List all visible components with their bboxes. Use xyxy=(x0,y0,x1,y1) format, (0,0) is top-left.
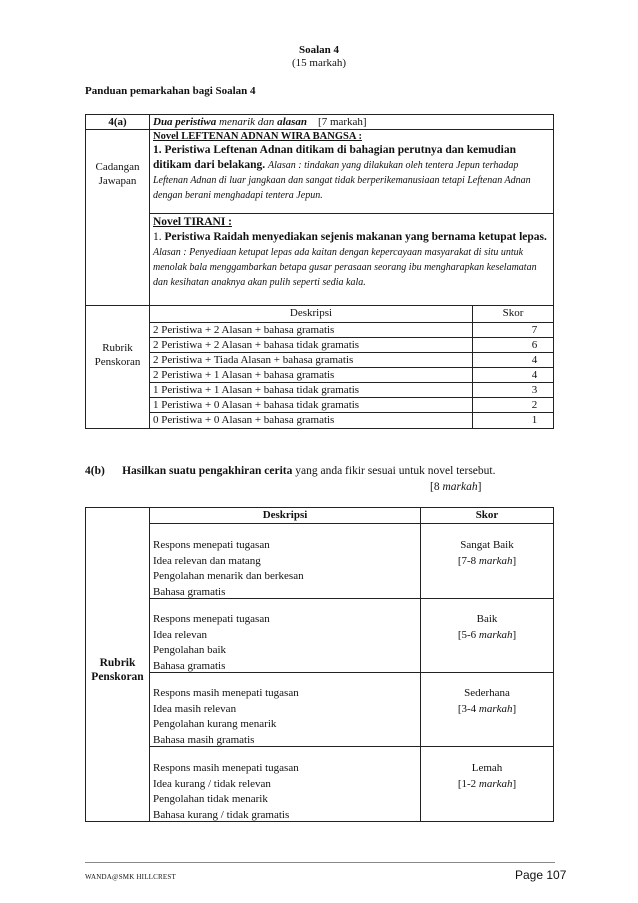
table-row-score: 4 xyxy=(531,354,538,366)
table-row: 1 Peristiwa + 0 Alasan + bahasa tidak gramatis xyxy=(153,399,360,411)
answer-label: Cadangan Jawapan xyxy=(95,161,140,187)
footer-divider xyxy=(85,862,555,863)
novel1-point: 1. Peristiwa Leftenan Adnan ditikam di bahagian perutnya dan kemudian ditikam dari belakang. Alasan : tindakan yang dilakukan oleh tentera Jepun terhadap Leftenan Adnan di luar jangkaan dan sangat tidak berperikemanusiaan tetapi Leftenan Adnan dengan berani menghadapi tentera Jepun. xyxy=(153,144,531,201)
band-sangat-baik: Respons menepati tugasan Idea relevan dan matang Pengolahan menarik dan berkesan Bahasa gramatis xyxy=(153,539,304,598)
novel2-title: Novel TIRANI : xyxy=(153,216,233,228)
rubric-header-desc: Deskripsi xyxy=(289,307,333,319)
q4a-number: 4(a) xyxy=(108,116,127,128)
table-row: 2 Peristiwa + 2 Alasan + bahasa tidak gramatis xyxy=(153,339,360,351)
band-score: Sederhana [3-4 markah] xyxy=(457,687,517,715)
rubric-header-score: Skor xyxy=(502,307,524,319)
page-number: Page 107 xyxy=(515,868,567,882)
band-lemah: Respons masih menepati tugasan Idea kurang / tidak relevan Pengolahan tidak menarik Bahasa kurang / tidak gramatis xyxy=(153,762,299,821)
table-row-score: 7 xyxy=(531,324,538,336)
table-row-score: 3 xyxy=(531,384,538,396)
q4a-question: Dua peristiwa menarik dan alasan [7 markah] xyxy=(153,116,367,128)
rubric-header-desc-4b: Deskripsi xyxy=(262,509,308,521)
table-row-score: 4 xyxy=(531,369,538,381)
novel2-point: 1. Peristiwa Raidah menyediakan sejenis makanan yang bernama ketupat lepas. Alasan : Penyediaan ketupat lepas ada kaitan dengan kepercayaan masyarakat di situ untuk menolak bala menggambarkan betapa gusar perasaan seorang ibu mengharapkan keselamatan dan kesihatan anaknya akan pulih seperti sedia kala. xyxy=(153,231,547,288)
band-sederhana: Respons masih menepati tugasan Idea masih relevan Pengolahan kurang menarik Bahasa masih gramatis xyxy=(153,687,299,746)
table-row-score: 1 xyxy=(531,414,538,426)
band-score: Lemah [1-2 markah] xyxy=(457,762,517,790)
rubric-header-score-4b: Skor xyxy=(475,509,499,521)
page-subtitle: (15 markah) xyxy=(291,57,347,69)
footer-left: WANDA@SMK HILLCREST xyxy=(85,873,176,881)
novel1-title: Novel LEFTENAN ADNAN WIRA BANGSA : xyxy=(153,131,362,142)
novel1-block xyxy=(153,130,551,203)
table-row: 0 Peristiwa + 0 Alasan + bahasa gramatis xyxy=(153,414,335,426)
band-baik: Respons menepati tugasan Idea relevan Pengolahan baik Bahasa gramatis xyxy=(153,613,270,672)
table-row: 2 Peristiwa + Tiada Alasan + bahasa gramatis xyxy=(153,354,354,366)
page-title: Soalan 4 xyxy=(298,44,340,56)
band-score: Sangat Baik [7-8 markah] xyxy=(457,539,517,567)
table-row: 1 Peristiwa + 1 Alasan + bahasa tidak gramatis xyxy=(153,384,360,396)
table-row-score: 2 xyxy=(531,399,538,411)
q4b-question: 4(b) Hasilkan suatu pengakhiran cerita yang anda fikir sesuai untuk novel tersebut. xyxy=(85,465,496,477)
rubric-label-4b: Rubrik Penskoran xyxy=(91,657,144,683)
band-score: Baik [5-6 markah] xyxy=(457,613,517,641)
rubric-label-4a: Rubrik Penskoran xyxy=(94,342,141,368)
q4b-marks: [8 markah] xyxy=(430,481,482,493)
novel2-block xyxy=(153,215,551,290)
table-row-score: 6 xyxy=(531,339,538,351)
guide-heading: Panduan pemarkahan bagi Soalan 4 xyxy=(85,85,256,97)
table-row: 2 Peristiwa + 1 Alasan + bahasa gramatis xyxy=(153,369,335,381)
table-row: 2 Peristiwa + 2 Alasan + bahasa gramatis xyxy=(153,324,335,336)
